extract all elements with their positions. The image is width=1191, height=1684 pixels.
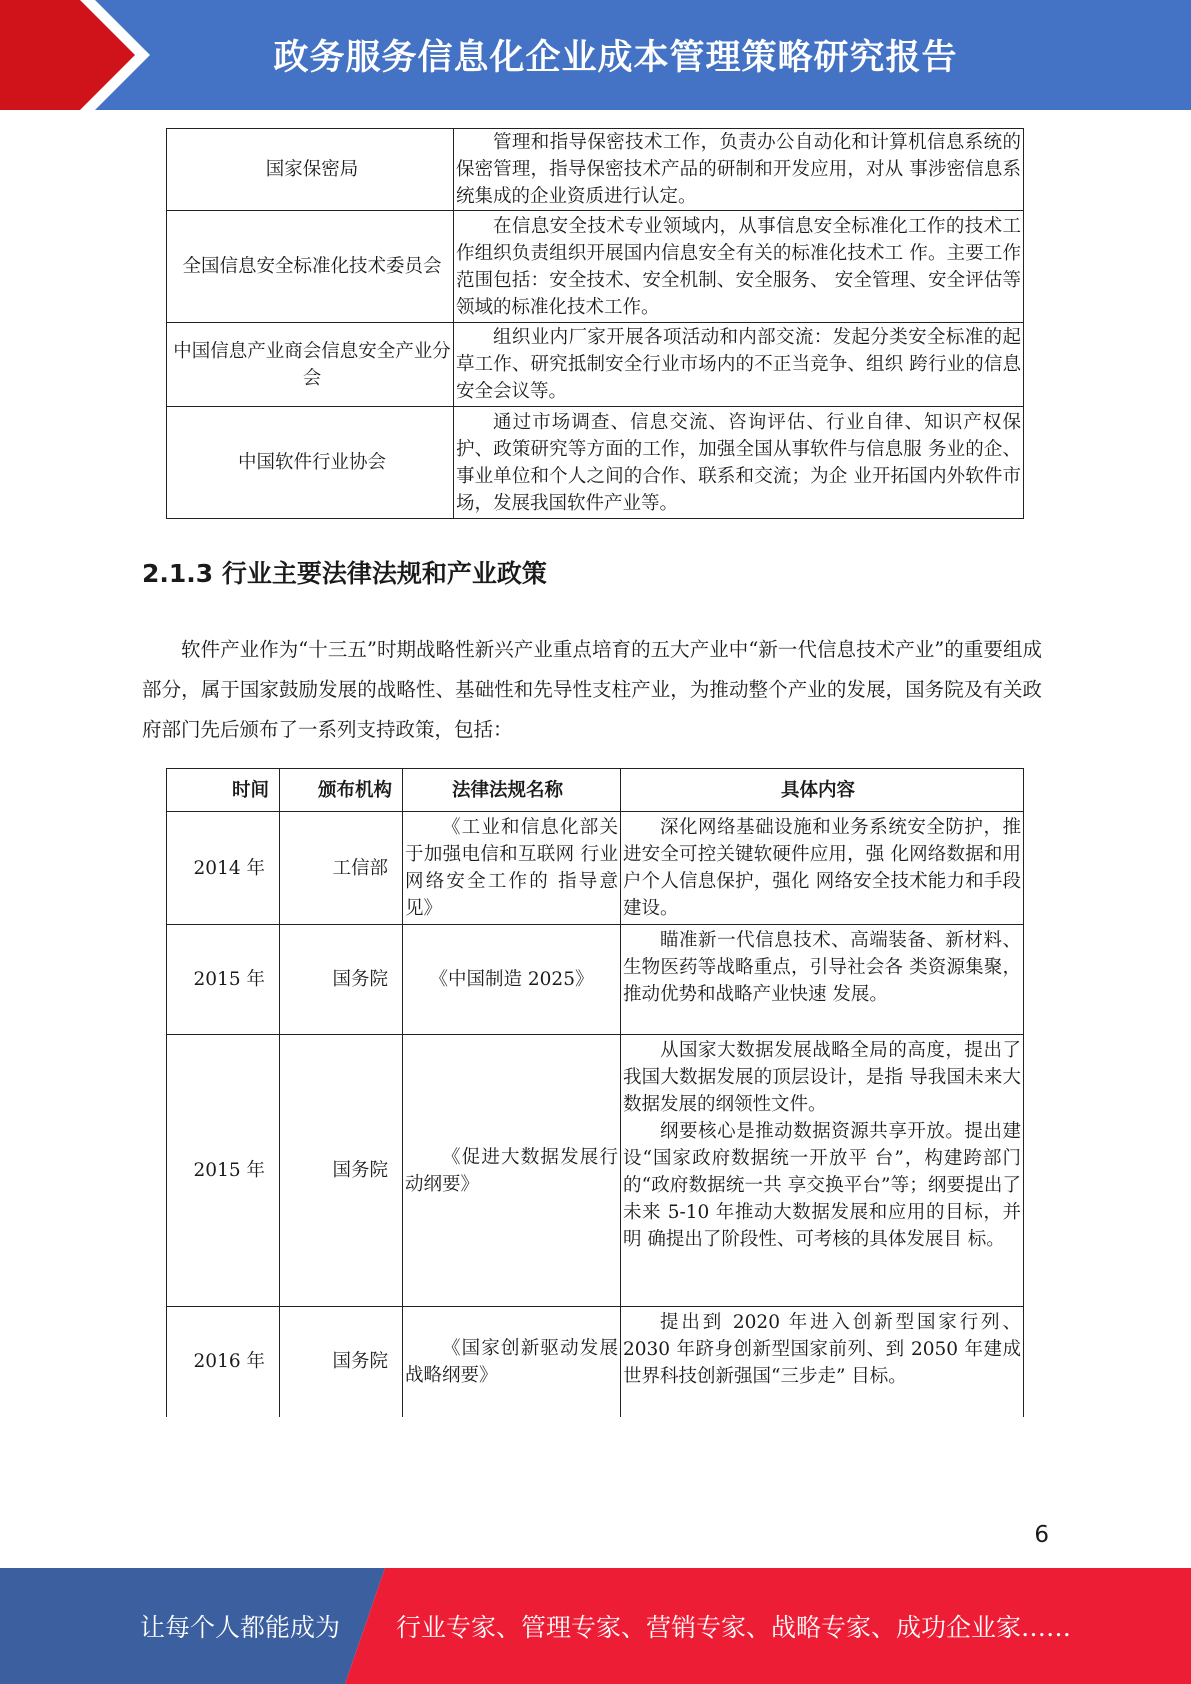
table-row [167, 925, 1024, 1035]
table-row [167, 1035, 1024, 1307]
column-header-law-name: 法律法规名称 [403, 769, 621, 812]
org-description: 通过市场调查、信息交流、咨询评估、行业自律、知识产权保护、政策研究等方面的工作，加强全国从事软件与信息服 务业的企、事业单位和个人之间的合作、联系和交流；为企 业开拓国内外软件市场，发展我国软件产业等。 [454, 407, 1024, 519]
policy-agency: 国务院 [280, 1035, 403, 1307]
column-header-agency: 颁布机构 [280, 769, 403, 812]
policy-content [621, 1307, 1024, 1417]
report-title: 政务服务信息化企业成本管理策略研究报告 [273, 38, 958, 78]
page-number: 6 [1034, 1522, 1049, 1548]
table-row [167, 812, 1024, 925]
org-description: 组织业内厂家开展各项活动和内部交流：发起分类安全标准的起草工作、研究抵制安全行业市场内的不正当竞争、组织 跨行业的信息安全会议等。 [454, 323, 1024, 407]
footer-slogan-right: 行业专家、管理专家、营销专家、战略专家、成功企业家…… [396, 1613, 1072, 1642]
policy-content-paragraph: 瞄准新一代信息技术、高端装备、新材料、生物医药等战略重点，引导社会各 类资源集聚，推动优势和战略产业快速 发展。 [623, 930, 1021, 1005]
org-description: 管理和指导保密技术工作，负责办公自动化和计算机信息系统的保密管理，指导保密技术产品的研制和开发应用，对从 事涉密信息系统集成的企业资质进行认定。 [454, 129, 1024, 211]
report-header [0, 0, 1191, 110]
policy-table [166, 768, 1024, 1417]
policy-content-paragraph: 纲要核心是推动数据资源共享开放。提出建设“国家政府数据统一开放平 台”，构建跨部门的“政府数据统一共 享交换平台”等；纲要提出了未来 5-10 年推动大数据发展和应用的目标，并明 确提出了阶段性、可考核的具体发展目 标。 [623, 1121, 1021, 1250]
policy-year: 2016 年 [167, 1307, 280, 1417]
red-arrow-decoration [0, 0, 150, 110]
policy-year: 2015 年 [167, 1035, 280, 1307]
org-name: 中国信息产业商会信息安全产业分会 [167, 323, 454, 407]
policy-name: 《促进大数据发展行动纲要》 [403, 1035, 621, 1307]
organizations-table [166, 128, 1024, 519]
policy-name: 《工业和信息化部关于加强电信和互联网 行业网络安全工作的 指导意见》 [403, 812, 621, 925]
policy-agency: 国务院 [280, 1307, 403, 1417]
table-header-row [167, 769, 1024, 812]
policy-year: 2015 年 [167, 925, 280, 1035]
table-row [167, 1307, 1024, 1417]
policy-name: 《中国制造 2025》 [403, 925, 621, 1035]
policy-name: 《国家创新驱动发展战略纲要》 [403, 1307, 621, 1417]
table-row [167, 211, 1024, 323]
section-paragraph: 软件产业作为“十三五”时期战略性新兴产业重点培育的五大产业中“新一代信息技术产业”的重要组成部分，属于国家鼓励发展的战略性、基础性和先导性支柱产业，为推动整个产业的发展，国务院及有关政府部门先后颁布了一系列支持政策，包括： [142, 638, 1042, 741]
column-header-time: 时间 [167, 769, 280, 812]
policy-agency: 国务院 [280, 925, 403, 1035]
footer-slogan-left: 让每个人都能成为 [140, 1613, 341, 1642]
policy-agency: 工信部 [280, 812, 403, 925]
table-row [167, 407, 1024, 519]
org-name: 国家保密局 [167, 129, 454, 211]
table-row [167, 129, 1024, 211]
policy-content [621, 925, 1024, 1035]
policy-content-paragraph: 提出到 2020 年进入创新型国家行列、2030 年跻身创新型国家前列、到 2050 年建成世界科技创新强国“三步走” 目标。 [623, 1312, 1021, 1387]
footer-banner [0, 1568, 1191, 1684]
policy-content-paragraph: 从国家大数据发展战略全局的高度，提出了我国大数据发展的顶层设计，是指 导我国未来大数据发展的纲领性文件。 [623, 1040, 1021, 1115]
policy-year: 2014 年 [167, 812, 280, 925]
table-row [167, 323, 1024, 407]
policy-content [621, 812, 1024, 925]
org-description: 在信息安全技术专业领域内，从事信息安全标准化工作的技术工作组织负责组织开展国内信息安全有关的标准化技术工 作。主要工作范围包括：安全技术、安全机制、安全服务、 安全管理、安全评估等领域的标准化技术工作。 [454, 211, 1024, 323]
column-header-content: 具体内容 [621, 769, 1024, 812]
section-heading: 2.1.3 行业主要法律法规和产业政策 [142, 559, 547, 588]
policy-content-paragraph: 深化网络基础设施和业务系统安全防护，推进安全可控关键软硬件应用，强 化网络数据和用户个人信息保护，强化 网络安全技术能力和手段建设。 [623, 817, 1021, 919]
org-name: 中国软件行业协会 [167, 407, 454, 519]
policy-content [621, 1035, 1024, 1307]
org-name: 全国信息安全标准化技术委员会 [167, 211, 454, 323]
